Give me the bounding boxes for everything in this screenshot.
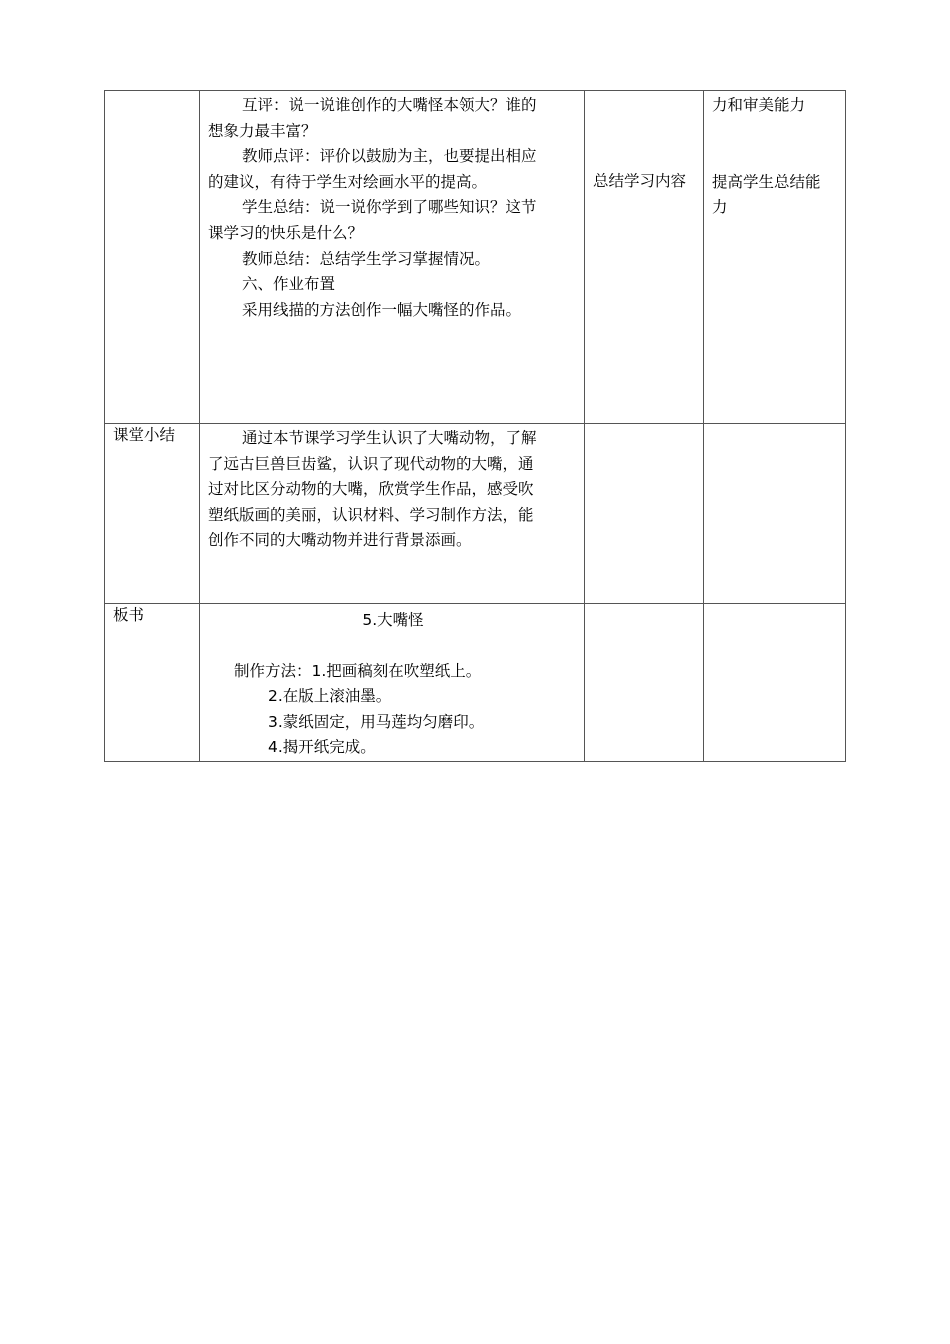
board-title: 5.大嘴怪 bbox=[362, 611, 424, 629]
method-label: 制作方法： bbox=[234, 661, 312, 680]
content-line: 互评：说一说谁创作的大嘴怪本领大？谁的 bbox=[242, 96, 537, 114]
content-line: 采用线描的方法创作一幅大嘴怪的作品。 bbox=[242, 300, 522, 319]
empty-cell bbox=[585, 424, 704, 604]
board-step: 2.在版上滚油墨。 bbox=[268, 687, 392, 706]
row-label bbox=[105, 91, 200, 424]
board-step: 4.揭开纸完成。 bbox=[268, 738, 376, 757]
content-line: 创作不同的大嘴动物并进行背景添画。 bbox=[208, 531, 472, 550]
empty-cell bbox=[704, 424, 846, 604]
goal-text-line-1: 提高学生总结能 bbox=[712, 172, 821, 191]
empty-cell bbox=[585, 604, 704, 762]
content-line: 想象力最丰富？ bbox=[208, 121, 317, 140]
class-summary-content bbox=[200, 424, 585, 604]
goal-text-top: 力和审美能力 bbox=[712, 96, 806, 114]
activity-content bbox=[200, 91, 585, 424]
content-line: 通过本节课学习学生认识了大嘴动物，了解 bbox=[242, 429, 537, 447]
content-line: 学生总结：说一说你学到了哪些知识？这节 bbox=[242, 198, 537, 217]
goal-text-line-2: 力 bbox=[712, 198, 728, 217]
content-line: 的建议，有待于学生对绘画水平的提高。 bbox=[208, 172, 488, 191]
design-intent-text: 总结学习内容 bbox=[593, 172, 687, 190]
row-label: 课堂小结 bbox=[105, 424, 200, 604]
goal-cell bbox=[704, 91, 846, 424]
board-step-line bbox=[208, 659, 578, 685]
board-step: 3.蒙纸固定，用马莲均匀磨印。 bbox=[268, 712, 485, 731]
table-row-board bbox=[105, 604, 846, 762]
content-line: 教师点评：评价以鼓励为主，也要提出相应 bbox=[242, 147, 537, 166]
content-line: 过对比区分动物的大嘴，欣赏学生作品，感受吹 bbox=[208, 480, 534, 499]
content-line: 了远古巨兽巨齿鲨，认识了现代动物的大嘴，通 bbox=[208, 454, 534, 473]
table-row-class-summary bbox=[105, 424, 846, 604]
content-line: 六、作业布置 bbox=[242, 275, 336, 294]
empty-cell bbox=[704, 604, 846, 762]
board-content bbox=[200, 604, 585, 762]
table-row-summary bbox=[105, 91, 846, 424]
row-label: 板书 bbox=[105, 604, 200, 762]
board-step: 1.把画稿刻在吹塑纸上。 bbox=[311, 661, 482, 680]
design-intent bbox=[585, 91, 704, 424]
content-line: 塑纸版画的美丽，认识材料、学习制作方法，能 bbox=[208, 505, 534, 524]
content-line: 教师总结：总结学生学习掌握情况。 bbox=[242, 249, 491, 268]
content-line: 课学习的快乐是什么？ bbox=[208, 223, 364, 242]
lesson-plan-table bbox=[104, 90, 846, 762]
